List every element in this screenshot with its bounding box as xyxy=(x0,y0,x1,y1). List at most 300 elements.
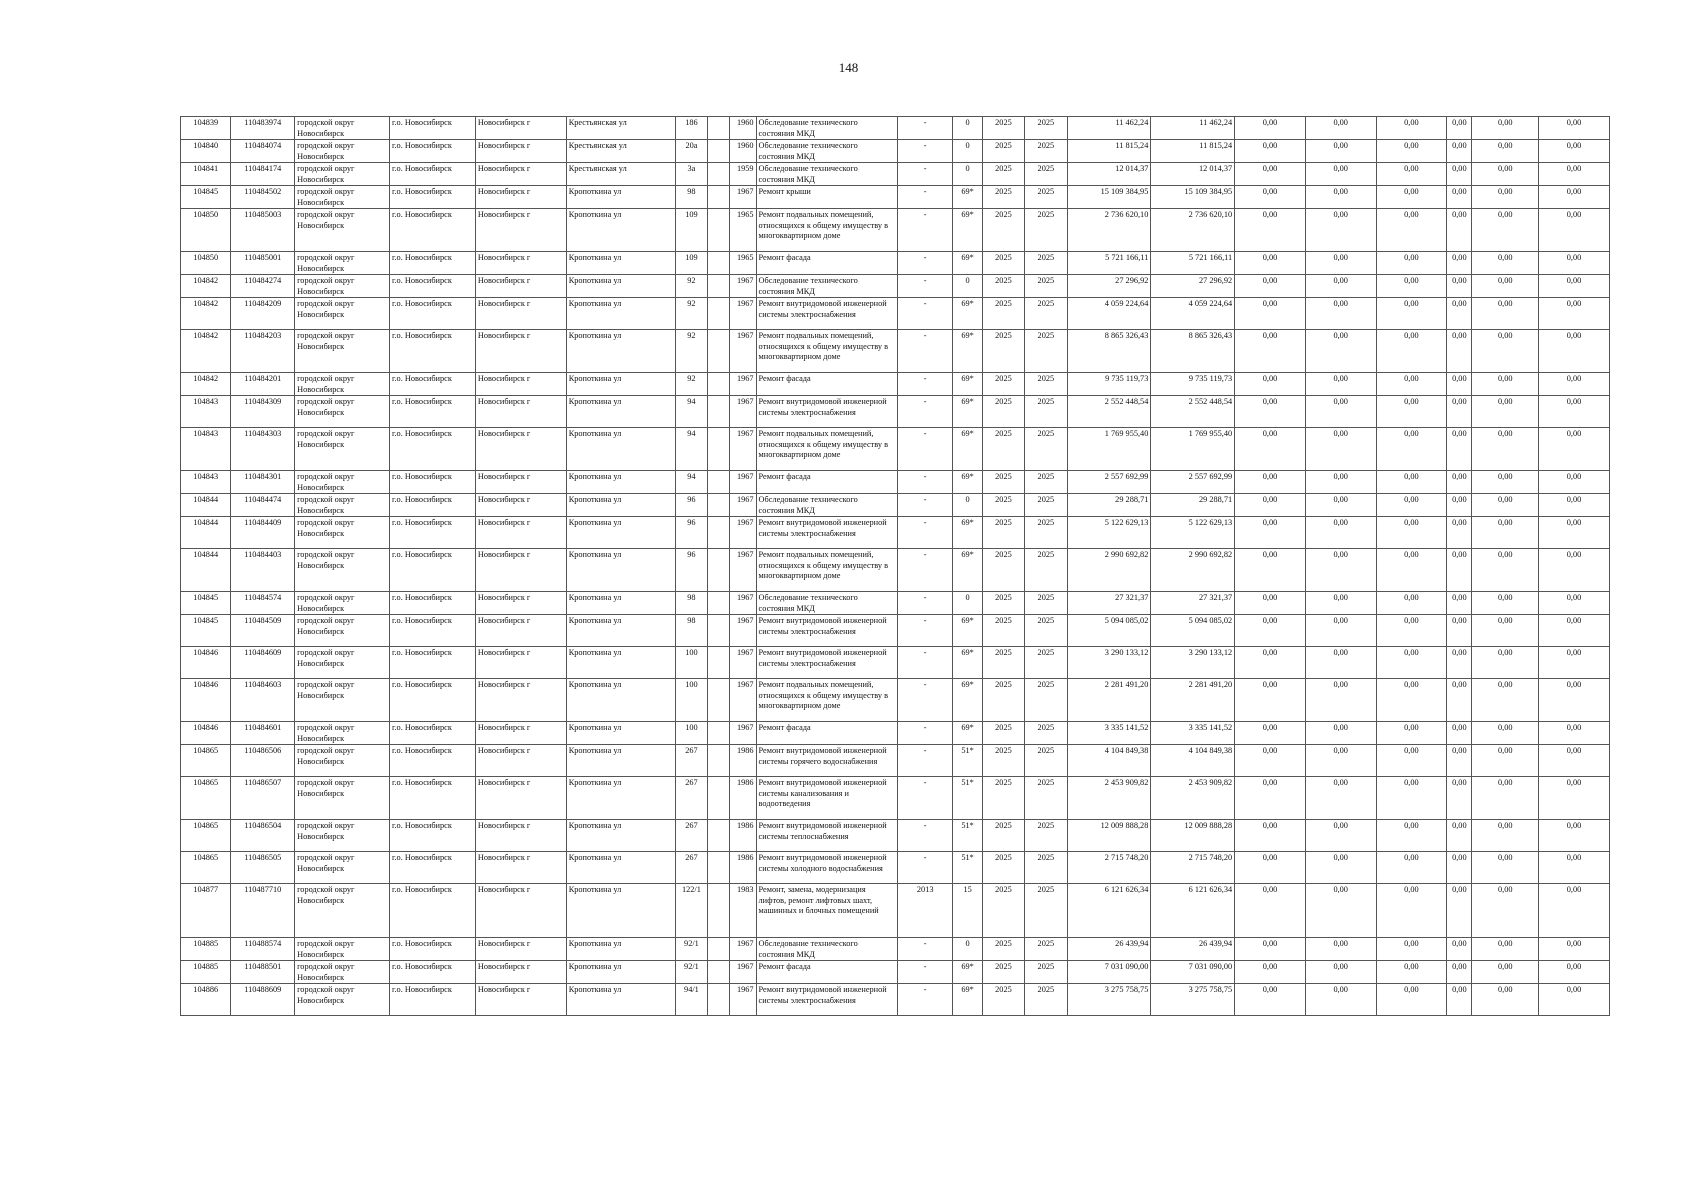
cell-municipality: городской округ Новосибирск xyxy=(295,330,390,373)
cell-regional-funds: 0,00 xyxy=(1305,471,1376,494)
cell-total-cost: 2 715 748,20 xyxy=(1067,852,1151,884)
cell-street: Кропоткина ул xyxy=(566,471,675,494)
cell-plan-year-end: 2025 xyxy=(1025,820,1067,852)
cell-last-repair-year: - xyxy=(897,592,953,615)
cell-wear-percent: 0 xyxy=(953,117,982,140)
table-row xyxy=(181,186,1610,209)
cell-owner-funds: 0,00 xyxy=(1472,117,1539,140)
cell-year-built: 1967 xyxy=(730,615,756,647)
cell-house-number: 96 xyxy=(675,549,707,592)
cell-work-type: Ремонт фасада xyxy=(756,252,897,275)
cell-street: Кропоткина ул xyxy=(566,884,675,938)
cell-federal-funds: 0,00 xyxy=(1235,820,1306,852)
cell-extra-funds: 0,00 xyxy=(1539,494,1610,517)
cell-total-cost: 7 031 090,00 xyxy=(1067,961,1151,984)
cell-fund-cost: 27 296,92 xyxy=(1151,275,1235,298)
cell-street: Кропоткина ул xyxy=(566,647,675,679)
cell-building xyxy=(708,549,730,592)
cell-work-type: Ремонт внутридомовой инженерной системы канализования и водоотведения xyxy=(756,777,897,820)
cell-building xyxy=(708,820,730,852)
cell-wear-percent: 0 xyxy=(953,275,982,298)
cell-building xyxy=(708,140,730,163)
cell-work-id: 110484301 xyxy=(231,471,295,494)
cell-house-id: 104845 xyxy=(181,186,231,209)
cell-plan-year-end: 2025 xyxy=(1025,592,1067,615)
cell-street: Кропоткина ул xyxy=(566,330,675,373)
table-row xyxy=(181,852,1610,884)
cell-other-funds: 0,00 xyxy=(1447,777,1472,820)
cell-plan-year-end: 2025 xyxy=(1025,471,1067,494)
cell-plan-year-end: 2025 xyxy=(1025,884,1067,938)
cell-plan-year-start: 2025 xyxy=(982,647,1024,679)
cell-plan-year-start: 2025 xyxy=(982,517,1024,549)
cell-wear-percent: 0 xyxy=(953,592,982,615)
cell-house-number: 100 xyxy=(675,647,707,679)
cell-federal-funds: 0,00 xyxy=(1235,549,1306,592)
cell-plan-year-end: 2025 xyxy=(1025,117,1067,140)
cell-year-built: 1967 xyxy=(730,471,756,494)
cell-total-cost: 2 736 620,10 xyxy=(1067,209,1151,252)
cell-wear-percent: 69* xyxy=(953,722,982,745)
cell-extra-funds: 0,00 xyxy=(1539,298,1610,330)
cell-work-type: Ремонт подвальных помещений, относящихся к общему имуществу в многоквартирном доме xyxy=(756,330,897,373)
cell-house-number: 109 xyxy=(675,252,707,275)
cell-street: Кропоткина ул xyxy=(566,820,675,852)
cell-year-built: 1967 xyxy=(730,494,756,517)
cell-municipal-district: г.о. Новосибирск xyxy=(390,820,476,852)
cell-federal-funds: 0,00 xyxy=(1235,884,1306,938)
table-row xyxy=(181,252,1610,275)
cell-work-id: 110488574 xyxy=(231,938,295,961)
cell-house-id: 104846 xyxy=(181,722,231,745)
cell-regional-funds: 0,00 xyxy=(1305,884,1376,938)
cell-municipality: городской округ Новосибирск xyxy=(295,679,390,722)
cell-municipality: городской округ Новосибирск xyxy=(295,517,390,549)
cell-street: Кропоткина ул xyxy=(566,679,675,722)
cell-extra-funds: 0,00 xyxy=(1539,615,1610,647)
cell-other-funds: 0,00 xyxy=(1447,745,1472,777)
cell-building xyxy=(708,852,730,884)
cell-year-built: 1986 xyxy=(730,745,756,777)
cell-local-funds: 0,00 xyxy=(1376,984,1447,1016)
cell-owner-funds: 0,00 xyxy=(1472,615,1539,647)
cell-plan-year-end: 2025 xyxy=(1025,777,1067,820)
cell-local-funds: 0,00 xyxy=(1376,722,1447,745)
cell-settlement: Новосибирск г xyxy=(475,777,566,820)
cell-owner-funds: 0,00 xyxy=(1472,722,1539,745)
cell-total-cost: 26 439,94 xyxy=(1067,938,1151,961)
cell-building xyxy=(708,275,730,298)
cell-municipal-district: г.о. Новосибирск xyxy=(390,163,476,186)
table-row xyxy=(181,494,1610,517)
cell-work-type: Ремонт внутридомовой инженерной системы электроснабжения xyxy=(756,984,897,1016)
cell-house-number: 20а xyxy=(675,140,707,163)
cell-building xyxy=(708,777,730,820)
cell-settlement: Новосибирск г xyxy=(475,140,566,163)
cell-plan-year-start: 2025 xyxy=(982,117,1024,140)
cell-regional-funds: 0,00 xyxy=(1305,396,1376,428)
cell-work-id: 110486507 xyxy=(231,777,295,820)
cell-fund-cost: 29 288,71 xyxy=(1151,494,1235,517)
cell-year-built: 1967 xyxy=(730,549,756,592)
cell-work-id: 110484174 xyxy=(231,163,295,186)
cell-street: Кропоткина ул xyxy=(566,777,675,820)
cell-street: Крестьянская ул xyxy=(566,163,675,186)
cell-municipality: городской округ Новосибирск xyxy=(295,163,390,186)
cell-municipal-district: г.о. Новосибирск xyxy=(390,647,476,679)
cell-other-funds: 0,00 xyxy=(1447,117,1472,140)
cell-wear-percent: 51* xyxy=(953,745,982,777)
cell-building xyxy=(708,494,730,517)
cell-last-repair-year: - xyxy=(897,549,953,592)
cell-street: Кропоткина ул xyxy=(566,494,675,517)
cell-wear-percent: 15 xyxy=(953,884,982,938)
cell-municipality: городской округ Новосибирск xyxy=(295,494,390,517)
cell-building xyxy=(708,517,730,549)
cell-owner-funds: 0,00 xyxy=(1472,209,1539,252)
cell-last-repair-year: - xyxy=(897,984,953,1016)
cell-owner-funds: 0,00 xyxy=(1472,186,1539,209)
cell-federal-funds: 0,00 xyxy=(1235,615,1306,647)
cell-house-number: 98 xyxy=(675,186,707,209)
cell-extra-funds: 0,00 xyxy=(1539,186,1610,209)
cell-regional-funds: 0,00 xyxy=(1305,330,1376,373)
cell-house-id: 104846 xyxy=(181,647,231,679)
cell-municipality: городской округ Новосибирск xyxy=(295,140,390,163)
cell-house-id: 104839 xyxy=(181,117,231,140)
cell-house-number: 3а xyxy=(675,163,707,186)
cell-fund-cost: 3 335 141,52 xyxy=(1151,722,1235,745)
cell-street: Кропоткина ул xyxy=(566,615,675,647)
cell-municipality: городской округ Новосибирск xyxy=(295,984,390,1016)
cell-work-id: 110487710 xyxy=(231,884,295,938)
cell-work-type: Обследование технического состояния МКД xyxy=(756,938,897,961)
cell-municipality: городской округ Новосибирск xyxy=(295,298,390,330)
cell-street: Крестьянская ул xyxy=(566,117,675,140)
table-row xyxy=(181,615,1610,647)
cell-year-built: 1967 xyxy=(730,722,756,745)
table-row xyxy=(181,373,1610,396)
cell-plan-year-end: 2025 xyxy=(1025,252,1067,275)
cell-last-repair-year: - xyxy=(897,428,953,471)
cell-plan-year-start: 2025 xyxy=(982,373,1024,396)
cell-federal-funds: 0,00 xyxy=(1235,679,1306,722)
cell-last-repair-year: 2013 xyxy=(897,884,953,938)
cell-plan-year-start: 2025 xyxy=(982,140,1024,163)
cell-house-number: 92/1 xyxy=(675,961,707,984)
cell-year-built: 1967 xyxy=(730,984,756,1016)
cell-plan-year-start: 2025 xyxy=(982,852,1024,884)
cell-total-cost: 2 281 491,20 xyxy=(1067,679,1151,722)
cell-street: Крестьянская ул xyxy=(566,140,675,163)
cell-work-id: 110484201 xyxy=(231,373,295,396)
cell-federal-funds: 0,00 xyxy=(1235,252,1306,275)
cell-street: Кропоткина ул xyxy=(566,549,675,592)
cell-other-funds: 0,00 xyxy=(1447,820,1472,852)
cell-local-funds: 0,00 xyxy=(1376,679,1447,722)
cell-work-id: 110488609 xyxy=(231,984,295,1016)
cell-work-type: Ремонт, замена, модернизация лифтов, ремонт лифтовых шахт, машинных и блочных помещений xyxy=(756,884,897,938)
cell-regional-funds: 0,00 xyxy=(1305,549,1376,592)
cell-federal-funds: 0,00 xyxy=(1235,745,1306,777)
cell-local-funds: 0,00 xyxy=(1376,163,1447,186)
cell-plan-year-end: 2025 xyxy=(1025,745,1067,777)
cell-house-number: 98 xyxy=(675,592,707,615)
table-row xyxy=(181,820,1610,852)
cell-extra-funds: 0,00 xyxy=(1539,679,1610,722)
cell-other-funds: 0,00 xyxy=(1447,722,1472,745)
cell-total-cost: 12 014,37 xyxy=(1067,163,1151,186)
cell-federal-funds: 0,00 xyxy=(1235,186,1306,209)
cell-wear-percent: 69* xyxy=(953,615,982,647)
cell-local-funds: 0,00 xyxy=(1376,517,1447,549)
cell-wear-percent: 69* xyxy=(953,373,982,396)
cell-plan-year-start: 2025 xyxy=(982,252,1024,275)
cell-total-cost: 1 769 955,40 xyxy=(1067,428,1151,471)
cell-regional-funds: 0,00 xyxy=(1305,494,1376,517)
cell-local-funds: 0,00 xyxy=(1376,745,1447,777)
cell-plan-year-end: 2025 xyxy=(1025,428,1067,471)
cell-settlement: Новосибирск г xyxy=(475,252,566,275)
cell-municipal-district: г.о. Новосибирск xyxy=(390,615,476,647)
cell-wear-percent: 69* xyxy=(953,549,982,592)
cell-house-id: 104845 xyxy=(181,592,231,615)
cell-year-built: 1986 xyxy=(730,777,756,820)
cell-settlement: Новосибирск г xyxy=(475,647,566,679)
cell-plan-year-start: 2025 xyxy=(982,820,1024,852)
cell-house-id: 104885 xyxy=(181,938,231,961)
cell-total-cost: 11 815,24 xyxy=(1067,140,1151,163)
cell-year-built: 1967 xyxy=(730,517,756,549)
cell-wear-percent: 0 xyxy=(953,140,982,163)
cell-plan-year-end: 2025 xyxy=(1025,938,1067,961)
cell-other-funds: 0,00 xyxy=(1447,517,1472,549)
cell-building xyxy=(708,186,730,209)
page-number: 148 xyxy=(838,60,859,75)
cell-plan-year-end: 2025 xyxy=(1025,140,1067,163)
cell-local-funds: 0,00 xyxy=(1376,140,1447,163)
cell-settlement: Новосибирск г xyxy=(475,938,566,961)
cell-last-repair-year: - xyxy=(897,722,953,745)
cell-regional-funds: 0,00 xyxy=(1305,140,1376,163)
cell-federal-funds: 0,00 xyxy=(1235,494,1306,517)
cell-street: Кропоткина ул xyxy=(566,396,675,428)
cell-owner-funds: 0,00 xyxy=(1472,679,1539,722)
cell-regional-funds: 0,00 xyxy=(1305,938,1376,961)
cell-federal-funds: 0,00 xyxy=(1235,209,1306,252)
cell-total-cost: 3 275 758,75 xyxy=(1067,984,1151,1016)
cell-other-funds: 0,00 xyxy=(1447,330,1472,373)
cell-wear-percent: 69* xyxy=(953,471,982,494)
cell-house-id: 104844 xyxy=(181,549,231,592)
cell-regional-funds: 0,00 xyxy=(1305,517,1376,549)
cell-municipal-district: г.о. Новосибирск xyxy=(390,117,476,140)
cell-municipality: городской округ Новосибирск xyxy=(295,549,390,592)
cell-local-funds: 0,00 xyxy=(1376,275,1447,298)
cell-total-cost: 8 865 326,43 xyxy=(1067,330,1151,373)
cell-regional-funds: 0,00 xyxy=(1305,275,1376,298)
cell-fund-cost: 2 281 491,20 xyxy=(1151,679,1235,722)
cell-settlement: Новосибирск г xyxy=(475,275,566,298)
cell-house-id: 104865 xyxy=(181,777,231,820)
cell-work-type: Ремонт внутридомовой инженерной системы электроснабжения xyxy=(756,615,897,647)
cell-municipality: городской округ Новосибирск xyxy=(295,745,390,777)
cell-last-repair-year: - xyxy=(897,252,953,275)
cell-plan-year-start: 2025 xyxy=(982,592,1024,615)
cell-total-cost: 2 552 448,54 xyxy=(1067,396,1151,428)
cell-settlement: Новосибирск г xyxy=(475,549,566,592)
cell-year-built: 1986 xyxy=(730,852,756,884)
cell-local-funds: 0,00 xyxy=(1376,298,1447,330)
cell-local-funds: 0,00 xyxy=(1376,884,1447,938)
cell-total-cost: 15 109 384,95 xyxy=(1067,186,1151,209)
cell-year-built: 1959 xyxy=(730,163,756,186)
cell-house-id: 104842 xyxy=(181,373,231,396)
cell-house-number: 92/1 xyxy=(675,938,707,961)
cell-federal-funds: 0,00 xyxy=(1235,938,1306,961)
cell-other-funds: 0,00 xyxy=(1447,209,1472,252)
table-row xyxy=(181,592,1610,615)
cell-work-type: Ремонт внутридомовой инженерной системы электроснабжения xyxy=(756,517,897,549)
cell-fund-cost: 27 321,37 xyxy=(1151,592,1235,615)
cell-house-number: 186 xyxy=(675,117,707,140)
cell-house-number: 100 xyxy=(675,722,707,745)
cell-wear-percent: 69* xyxy=(953,961,982,984)
cell-last-repair-year: - xyxy=(897,777,953,820)
cell-municipal-district: г.о. Новосибирск xyxy=(390,275,476,298)
cell-owner-funds: 0,00 xyxy=(1472,745,1539,777)
cell-municipal-district: г.о. Новосибирск xyxy=(390,396,476,428)
cell-municipality: городской округ Новосибирск xyxy=(295,373,390,396)
cell-regional-funds: 0,00 xyxy=(1305,745,1376,777)
cell-owner-funds: 0,00 xyxy=(1472,396,1539,428)
cell-settlement: Новосибирск г xyxy=(475,117,566,140)
cell-extra-funds: 0,00 xyxy=(1539,252,1610,275)
cell-work-id: 110484474 xyxy=(231,494,295,517)
cell-extra-funds: 0,00 xyxy=(1539,884,1610,938)
cell-building xyxy=(708,679,730,722)
cell-plan-year-end: 2025 xyxy=(1025,852,1067,884)
cell-street: Кропоткина ул xyxy=(566,275,675,298)
cell-settlement: Новосибирск г xyxy=(475,298,566,330)
cell-building xyxy=(708,396,730,428)
cell-federal-funds: 0,00 xyxy=(1235,298,1306,330)
cell-municipality: городской округ Новосибирск xyxy=(295,820,390,852)
cell-municipality: городской округ Новосибирск xyxy=(295,592,390,615)
cell-owner-funds: 0,00 xyxy=(1472,471,1539,494)
cell-local-funds: 0,00 xyxy=(1376,938,1447,961)
cell-work-id: 110488501 xyxy=(231,961,295,984)
cell-total-cost: 6 121 626,34 xyxy=(1067,884,1151,938)
cell-municipal-district: г.о. Новосибирск xyxy=(390,722,476,745)
cell-fund-cost: 2 715 748,20 xyxy=(1151,852,1235,884)
cell-work-id: 110484574 xyxy=(231,592,295,615)
table-row xyxy=(181,961,1610,984)
cell-work-id: 110484603 xyxy=(231,679,295,722)
cell-owner-funds: 0,00 xyxy=(1472,330,1539,373)
cell-work-type: Ремонт внутридомовой инженерной системы горячего водоснабжения xyxy=(756,745,897,777)
cell-house-number: 92 xyxy=(675,275,707,298)
cell-settlement: Новосибирск г xyxy=(475,884,566,938)
cell-municipal-district: г.о. Новосибирск xyxy=(390,777,476,820)
table-row xyxy=(181,984,1610,1016)
cell-plan-year-start: 2025 xyxy=(982,938,1024,961)
cell-settlement: Новосибирск г xyxy=(475,186,566,209)
cell-fund-cost: 4 104 849,38 xyxy=(1151,745,1235,777)
cell-municipality: городской округ Новосибирск xyxy=(295,615,390,647)
cell-total-cost: 5 721 166,11 xyxy=(1067,252,1151,275)
cell-plan-year-start: 2025 xyxy=(982,396,1024,428)
cell-municipality: городской округ Новосибирск xyxy=(295,647,390,679)
cell-municipality: городской округ Новосибирск xyxy=(295,722,390,745)
cell-other-funds: 0,00 xyxy=(1447,471,1472,494)
cell-extra-funds: 0,00 xyxy=(1539,471,1610,494)
cell-work-type: Ремонт крыши xyxy=(756,186,897,209)
cell-building xyxy=(708,884,730,938)
cell-municipal-district: г.о. Новосибирск xyxy=(390,984,476,1016)
cell-house-number: 100 xyxy=(675,679,707,722)
table-row xyxy=(181,647,1610,679)
cell-house-id: 104850 xyxy=(181,252,231,275)
cell-wear-percent: 0 xyxy=(953,163,982,186)
cell-house-id: 104843 xyxy=(181,428,231,471)
cell-municipal-district: г.о. Новосибирск xyxy=(390,517,476,549)
cell-extra-funds: 0,00 xyxy=(1539,745,1610,777)
cell-wear-percent: 0 xyxy=(953,494,982,517)
cell-work-type: Ремонт внутридомовой инженерной системы электроснабжения xyxy=(756,647,897,679)
cell-total-cost: 27 321,37 xyxy=(1067,592,1151,615)
cell-local-funds: 0,00 xyxy=(1376,647,1447,679)
cell-building xyxy=(708,298,730,330)
cell-plan-year-start: 2025 xyxy=(982,330,1024,373)
cell-building xyxy=(708,428,730,471)
cell-building xyxy=(708,117,730,140)
cell-settlement: Новосибирск г xyxy=(475,396,566,428)
cell-owner-funds: 0,00 xyxy=(1472,494,1539,517)
cell-municipality: городской округ Новосибирск xyxy=(295,777,390,820)
cell-plan-year-end: 2025 xyxy=(1025,517,1067,549)
cell-owner-funds: 0,00 xyxy=(1472,984,1539,1016)
cell-street: Кропоткина ул xyxy=(566,961,675,984)
cell-municipality: городской округ Новосибирск xyxy=(295,884,390,938)
cell-street: Кропоткина ул xyxy=(566,745,675,777)
cell-house-id: 104877 xyxy=(181,884,231,938)
cell-last-repair-year: - xyxy=(897,938,953,961)
cell-building xyxy=(708,745,730,777)
cell-other-funds: 0,00 xyxy=(1447,298,1472,330)
cell-house-id: 104886 xyxy=(181,984,231,1016)
cell-federal-funds: 0,00 xyxy=(1235,117,1306,140)
cell-building xyxy=(708,984,730,1016)
cell-plan-year-start: 2025 xyxy=(982,615,1024,647)
cell-year-built: 1983 xyxy=(730,884,756,938)
cell-house-id: 104843 xyxy=(181,471,231,494)
cell-last-repair-year: - xyxy=(897,647,953,679)
cell-plan-year-start: 2025 xyxy=(982,494,1024,517)
table-row xyxy=(181,938,1610,961)
cell-work-type: Ремонт подвальных помещений, относящихся к общему имуществу в многоквартирном доме xyxy=(756,679,897,722)
cell-fund-cost: 1 769 955,40 xyxy=(1151,428,1235,471)
cell-settlement: Новосибирск г xyxy=(475,615,566,647)
cell-other-funds: 0,00 xyxy=(1447,984,1472,1016)
cell-last-repair-year: - xyxy=(897,517,953,549)
cell-plan-year-start: 2025 xyxy=(982,209,1024,252)
cell-last-repair-year: - xyxy=(897,117,953,140)
cell-building xyxy=(708,330,730,373)
cell-extra-funds: 0,00 xyxy=(1539,117,1610,140)
cell-wear-percent: 69* xyxy=(953,517,982,549)
cell-extra-funds: 0,00 xyxy=(1539,163,1610,186)
